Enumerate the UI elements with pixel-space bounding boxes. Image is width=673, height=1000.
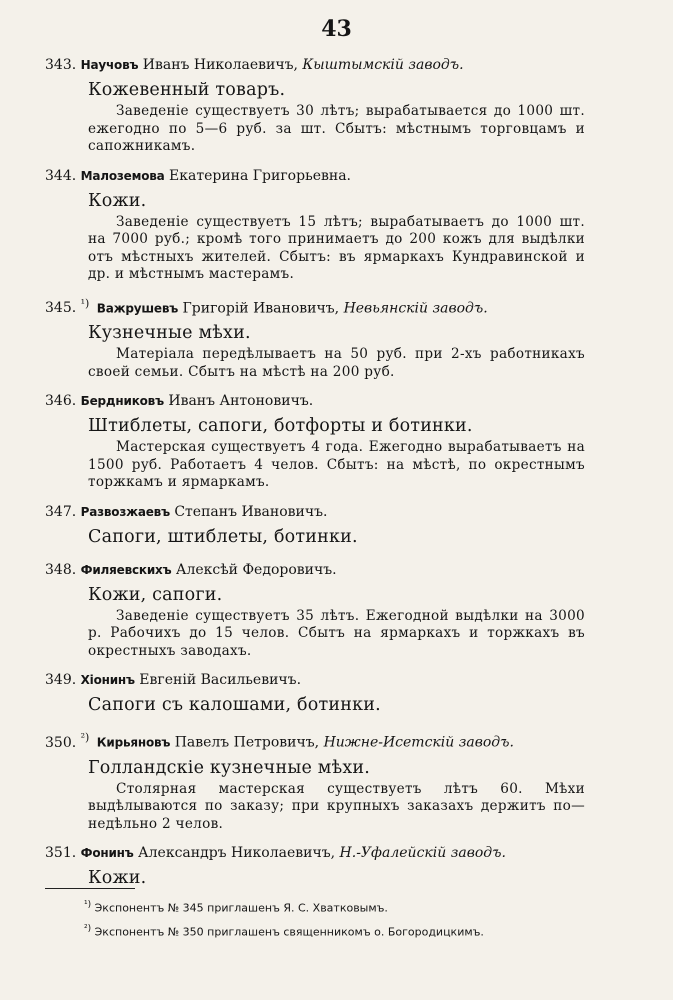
exhibitor-place: Н.-Уфалейскій заводъ.: [339, 845, 506, 862]
footnotes: [84, 895, 604, 942]
goods-title: Кузнечные мѣхи.: [88, 323, 251, 344]
footnote-mark: ¹): [84, 900, 92, 910]
entry: [45, 294, 585, 382]
entry: [45, 670, 585, 718]
footnote-marker: ²): [80, 731, 90, 745]
entry-description: Заведеніе существуетъ 30 лѣтъ; вырабатывается до 1000 шт. ежегодно по 5—6 руб. за шт. Сбытъ: мѣстнымъ торговцамъ и сапожникамъ.: [88, 103, 585, 154]
exhibitor-name: Екатерина Григорьевна.: [169, 167, 351, 184]
entry-number: 347.: [45, 503, 77, 520]
exhibitor-surname: Фонинъ: [80, 846, 134, 861]
exhibitor-name: Иванъ Антоновичъ.: [168, 393, 314, 410]
entry-header: [45, 670, 585, 690]
entry-number: 343.: [45, 57, 77, 73]
entry: [45, 502, 585, 550]
entry-number: 348.: [45, 561, 77, 578]
exhibitor-surname: Хіонинъ: [80, 673, 135, 688]
footnote: [84, 895, 604, 919]
entry-header: [45, 55, 585, 75]
entry-header: [45, 728, 585, 753]
goods-title: Кожи, сапоги.: [88, 584, 223, 605]
entry: [45, 55, 585, 156]
entry: [45, 166, 585, 284]
entry: [45, 560, 585, 661]
goods-title: Сапоги, штиблеты, ботинки.: [88, 526, 358, 547]
exhibitor-name: Евгеній Васильевичъ.: [139, 672, 302, 689]
entry-description: Матеріала передѣлываетъ на 50 руб. при 2-хъ работникахъ своей семьи. Сбытъ на мѣстѣ на 200 руб.: [88, 346, 585, 380]
exhibitor-place: Невьянскій заводъ.: [343, 300, 488, 317]
exhibitor-surname: Важрушевъ: [96, 301, 179, 316]
exhibitor-surname: Малоземова: [80, 168, 165, 183]
exhibitor-place: Нижне-Исетскій заводъ.: [323, 734, 514, 751]
exhibitor-surname: Бердниковъ: [80, 394, 164, 409]
goods-title: Кожи.: [88, 868, 147, 889]
footnote-text: Экспонентъ № 350 приглашенъ священникомъ о. Богородицкимъ.: [94, 925, 484, 939]
entry-number: 351.: [45, 845, 77, 862]
entry-header: [45, 502, 585, 522]
page-number: 43: [321, 16, 352, 42]
entry: [45, 391, 585, 492]
exhibitor-name: Алексѣй Федоровичъ.: [175, 561, 337, 578]
footnote-marker: ¹): [80, 296, 90, 310]
exhibitor-surname: Развозжаевъ: [80, 504, 170, 519]
entry-header: [45, 843, 585, 863]
footnote-text: Экспонентъ № 345 приглашенъ Я. С. Хватковымъ.: [94, 901, 388, 915]
goods-title: Кожевенный товаръ.: [88, 80, 286, 100]
exhibitor-name: Иванъ Николаевичъ,: [142, 57, 298, 73]
entry-header: [45, 560, 585, 580]
exhibitor-surname: Научовъ: [80, 58, 139, 72]
exhibitor-name: Григорій Ивановичъ,: [182, 300, 340, 317]
entry-header: [45, 166, 585, 186]
entry-number: 350.: [45, 734, 77, 751]
exhibitor-name: Павелъ Петровичъ,: [174, 734, 320, 751]
footnote-mark: ²): [84, 923, 92, 934]
goods-title: Кожи.: [88, 190, 147, 211]
exhibitor-place: Кыштымскій заводъ.: [302, 57, 464, 73]
goods-title: Сапоги съ калошами, ботинки.: [88, 695, 381, 716]
entry-description: Заведеніе существуетъ 35 лѣтъ. Ежегодной выдѣлки на 3000 р. Рабочихъ до 15 челов. Сбытъ на ярмаркахъ и торжкахъ въ окрестныхъ заводахъ.: [88, 607, 585, 659]
entry-number: 344.: [45, 167, 77, 184]
entry-list: [45, 55, 585, 901]
exhibitor-surname: Филяевскихъ: [80, 562, 172, 577]
entry-number: 345.: [45, 300, 77, 317]
entry-description: Заведеніе существуетъ 15 лѣтъ; вырабатываетъ до 1000 шт. на 7000 руб.; кромѣ того принимаетъ до 200 кожъ для выдѣлки отъ мѣстныхъ жителей. Сбытъ: въ ярмаркахъ Кундравинской и др. и мѣстнымъ мастерамъ.: [88, 213, 585, 282]
entry-header: [45, 391, 585, 411]
goods-title: Голландскіе кузнечные мѣхи.: [88, 757, 371, 778]
footnote: [84, 919, 604, 943]
entry-header: [45, 294, 585, 319]
entry-number: 346.: [45, 393, 77, 410]
exhibitor-name: Александръ Николаевичъ,: [138, 845, 336, 862]
footnote-divider: [45, 888, 135, 889]
entry-description: Столярная мастерская существуетъ лѣтъ 60. Мѣхи выдѣлываются по заказу; при крупныхъ заказахъ держитъ по—недѣльно 2 челов.: [88, 780, 585, 832]
exhibitor-name: Степанъ Ивановичъ.: [174, 503, 328, 520]
entry-number: 349.: [45, 672, 77, 689]
entry-description: Мастерская существуетъ 4 года. Ежегодно вырабатываетъ на 1500 руб. Работаетъ 4 челов. Сбытъ: на мѣстѣ, по окрестнымъ торжкамъ и ярмаркамъ.: [88, 439, 585, 491]
entry: [45, 843, 585, 891]
exhibitor-surname: Кирьяновъ: [96, 735, 171, 750]
goods-title: Штиблеты, сапоги, ботфорты и ботинки.: [88, 416, 473, 437]
entry: [45, 728, 585, 833]
